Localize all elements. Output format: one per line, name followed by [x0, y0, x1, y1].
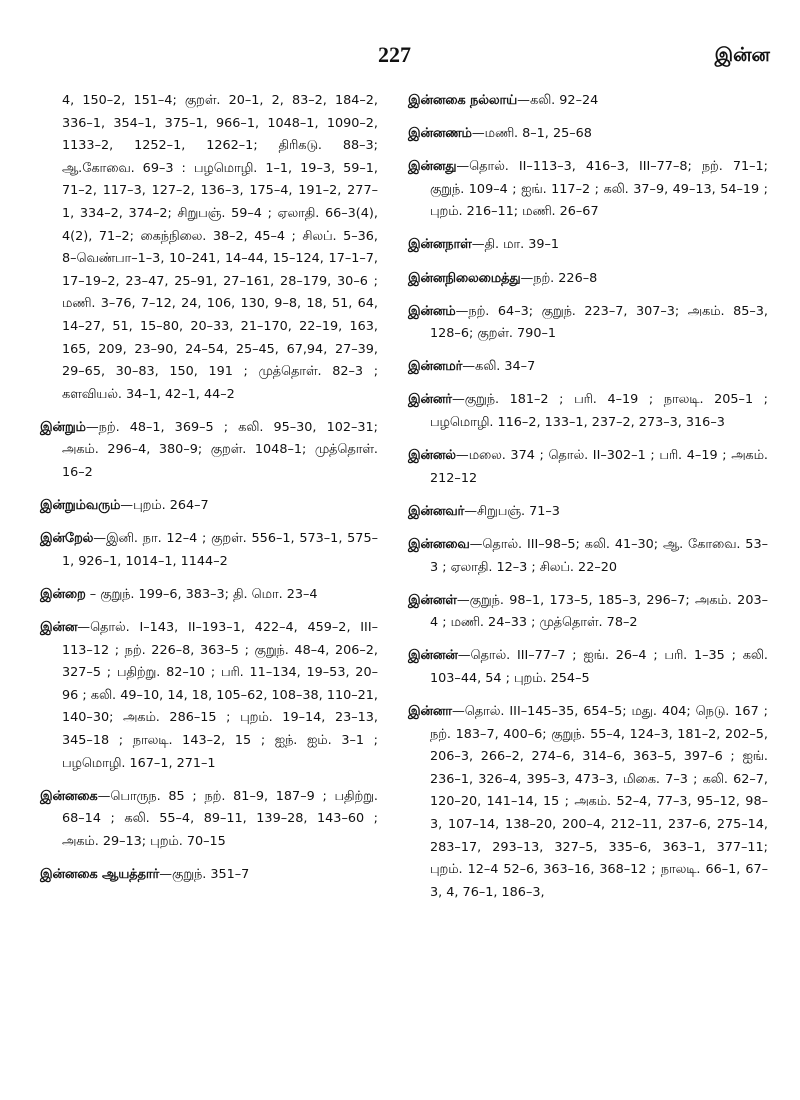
index-entry — [40, 864, 378, 887]
entry-headword: இன்னகை ஆயத்தார் — [40, 866, 160, 882]
index-entry — [408, 123, 768, 146]
index-entry — [408, 389, 768, 434]
entry-references: 4, 150–2, 151–4; குறள். 20–1, 2, 83–2, 184–2, 336–1, 354–1, 375–1, 966–1, 1048–1, 1090–2, 1133–2, 1252–1, 1262–1; திரிகடு. 88–3; ஆ.கோவை. 69–3 : பழமொழி. 1–1, 19–3, 59–1, 71–2, 117–3, 127–2, 136–3, 175–4, 191–2, 277–1, 334–2, 374–2; சிறுபஞ். 59–4 ; ஏலாதி. 66–3(4), 4(2), 71–2; கைந்நிலை. 38–2, 45–4 ; சிலப். 5–36, 8–வெண்பா–1–3, 10–241, 14–44, 15–124, 17–1–7, 17–19–2, 23–47, 25–91, 27–161, 28–179, 30–6 ; மணி. 3–76, 7–12, 24, 106, 130, 9–8, 18, 51, 64, 14–27, 51, 15–80, 20–33, 21–170, 22–19, 163, 165, 209, 23–90, 24–54, 25–45, 67,94, 27–39, 29–65, 30–83, 150, 191 ; முத்தொள். 82–3 ; களவியல். 34–1, 42–1, 44–2 — [62, 93, 378, 402]
entry-headword: இன்றை — [40, 586, 86, 602]
entry-headword: இன்னா — [408, 703, 452, 719]
index-entry — [408, 90, 768, 113]
entry-references: —தொல். III–145–35, 654–5; மது. 404; நெடு. 167 ; நற். 183–7, 400–6; குறுந். 55–4, 124–3, 181–2, 202–5, 206–3, 266–2, 274–6, 314–6, 363–5, 397–6 ; ஐங். 236–1, 326–4, 395–3, 473–3, மிகை. 7–3 ; கலி. 62–7, 120–20, 141–14, 15 ; அகம். 52–4, 77–3, 95–12, 98–3, 107–14, 138–20, 200–4, 212–11, 237–6, 275–14, 283–17, 293–13, 327–5, 335–6, 363–1, 377–11; புறம். 12–4 52–6, 363–16, 368–12 ; நாலடி. 66–1, 67–3, 4, 76–1, 186–3, — [430, 703, 768, 900]
index-entry — [408, 534, 768, 579]
index-entry — [408, 445, 768, 490]
entry-references: – குறுந். 199–6, 383–3; தி. மொ. 23–4 — [85, 586, 318, 602]
index-entry — [408, 501, 768, 524]
index-entry — [408, 268, 768, 291]
index-entry — [40, 584, 378, 607]
entry-references: —மணி. 8–1, 25–68 — [471, 126, 592, 142]
index-entry — [40, 90, 378, 406]
entry-references: —குறுந். 181–2 ; பரி. 4–19 ; நாலடி. 205–1 ; பழமொழி. 116–2, 133–1, 237–2, 273–3, 316–3 — [430, 392, 768, 431]
index-entry — [40, 417, 378, 485]
index-entry — [408, 301, 768, 346]
entry-headword: இன்னவர் — [408, 503, 465, 519]
entry-headword: இன்னது — [408, 159, 457, 175]
entry-references: —குறுந். 351–7 — [159, 866, 250, 882]
entry-headword: இன்றேல் — [40, 531, 94, 547]
page-number: 227 — [378, 42, 411, 67]
entry-headword: இன்றும் — [40, 419, 86, 435]
entry-references: —இனி. நா. 12–4 ; குறள். 556–1, 573–1, 575–1, 926–1, 1014–1, 1144–2 — [62, 531, 378, 569]
index-entry — [40, 786, 378, 854]
entry-references: —நற். 48–1, 369–5 ; கலி. 95–30, 102–31; அகம். 296–4, 380–9; குறள். 1048–1; முத்தொள். 16–2 — [62, 419, 378, 480]
entry-headword: இன்னகை — [40, 788, 98, 804]
entry-headword: இன்னன் — [408, 648, 458, 664]
entry-headword: இன்னம் — [408, 303, 456, 319]
entry-references: —சிறுபஞ். 71–3 — [464, 503, 560, 519]
index-entry — [40, 528, 378, 573]
entry-references: —நற். 64–3; குறுந். 223–7, 307–3; அகம். 85–3, 128–6; குறள். 790–1 — [430, 303, 768, 342]
entry-headword: இன்னமர் — [408, 359, 463, 375]
entry-references: —கலி. 34–7 — [462, 359, 536, 375]
index-entry — [40, 495, 378, 518]
entry-headword: இன்னள் — [408, 592, 457, 608]
index-entry — [408, 234, 768, 257]
entry-references: —தொல். III–77–7 ; ஐங். 26–4 ; பரி. 1–35 ; கலி. 103–44, 54 ; புறம். 254–5 — [430, 648, 768, 686]
index-entry — [40, 617, 378, 775]
entry-references: —பொருந. 85 ; நற். 81–9, 187–9 ; பதிற்று. 68–14 ; கலி. 55–4, 89–11, 139–28, 143–60 ; அகம். 29–13; புறம். 70–15 — [62, 788, 378, 849]
index-entry — [408, 156, 768, 224]
running-head: இன்ன — [714, 44, 770, 66]
left-column — [40, 90, 378, 897]
index-entry — [408, 701, 768, 904]
entry-headword: இன்றும்வரும் — [40, 498, 121, 514]
entry-headword: இன்னவை — [408, 536, 470, 552]
right-column — [408, 90, 768, 915]
entry-headword: இன்னணம் — [408, 126, 472, 142]
entry-references: —தொல். II–113–3, 416–3, III–77–8; நற். 71–1; குறுந். 109–4 ; ஐங். 117–2 ; கலி. 37–9, 49–13, 54–19 ; புறம். 216–11; மணி. 26–67 — [430, 159, 768, 220]
page-header — [0, 42, 800, 78]
entry-references: —குறுந். 98–1, 173–5, 185–3, 296–7; அகம். 203–4 ; மணி. 24–33 ; முத்தொள். 78–2 — [430, 592, 768, 631]
entry-headword: இன்ன — [40, 619, 78, 635]
entry-references: —தி. மா. 39–1 — [471, 237, 560, 253]
entry-headword: இன்னகை நல்லாய் — [408, 93, 518, 108]
index-entry — [408, 356, 768, 379]
entry-references: —நற். 226–8 — [520, 270, 598, 286]
entry-references: —கலி. 92–24 — [517, 93, 599, 108]
entry-headword: இன்னல் — [408, 448, 456, 464]
index-entry — [408, 590, 768, 635]
entry-references: —தொல். I–143, II–193–1, 422–4, 459–2, III–113–12 ; நற். 226–8, 363–5 ; குறுந். 48–4, 206–2, 327–5 ; பதிற்று. 82–10 ; பரி. 11–134, 19–53, 20–96 ; கலி. 49–10, 14, 18, 105–62, 108–38, 110–21, 140–30; அகம். 286–15 ; புறம். 19–14, 23–13, 345–18 ; நாலடி. 143–2, 15 ; ஐந். ஐம். 3–1 ; பழமொழி. 167–1, 271–1 — [62, 619, 378, 771]
entry-references: —தொல். III–98–5; கலி. 41–30; ஆ. கோவை. 53–3 ; ஏலாதி. 12–3 ; சிலப். 22–20 — [430, 536, 768, 575]
entry-references: —மலை. 374 ; தொல். II–302–1 ; பரி. 4–19 ; அகம். 212–12 — [430, 448, 768, 486]
entry-headword: இன்னர் — [408, 392, 452, 408]
index-entry — [408, 645, 768, 690]
entry-headword: இன்னநிலைமைத்து — [408, 270, 521, 286]
entry-headword: இன்னநாள் — [408, 237, 472, 253]
entry-references: —புறம். 264–7 — [120, 498, 209, 514]
